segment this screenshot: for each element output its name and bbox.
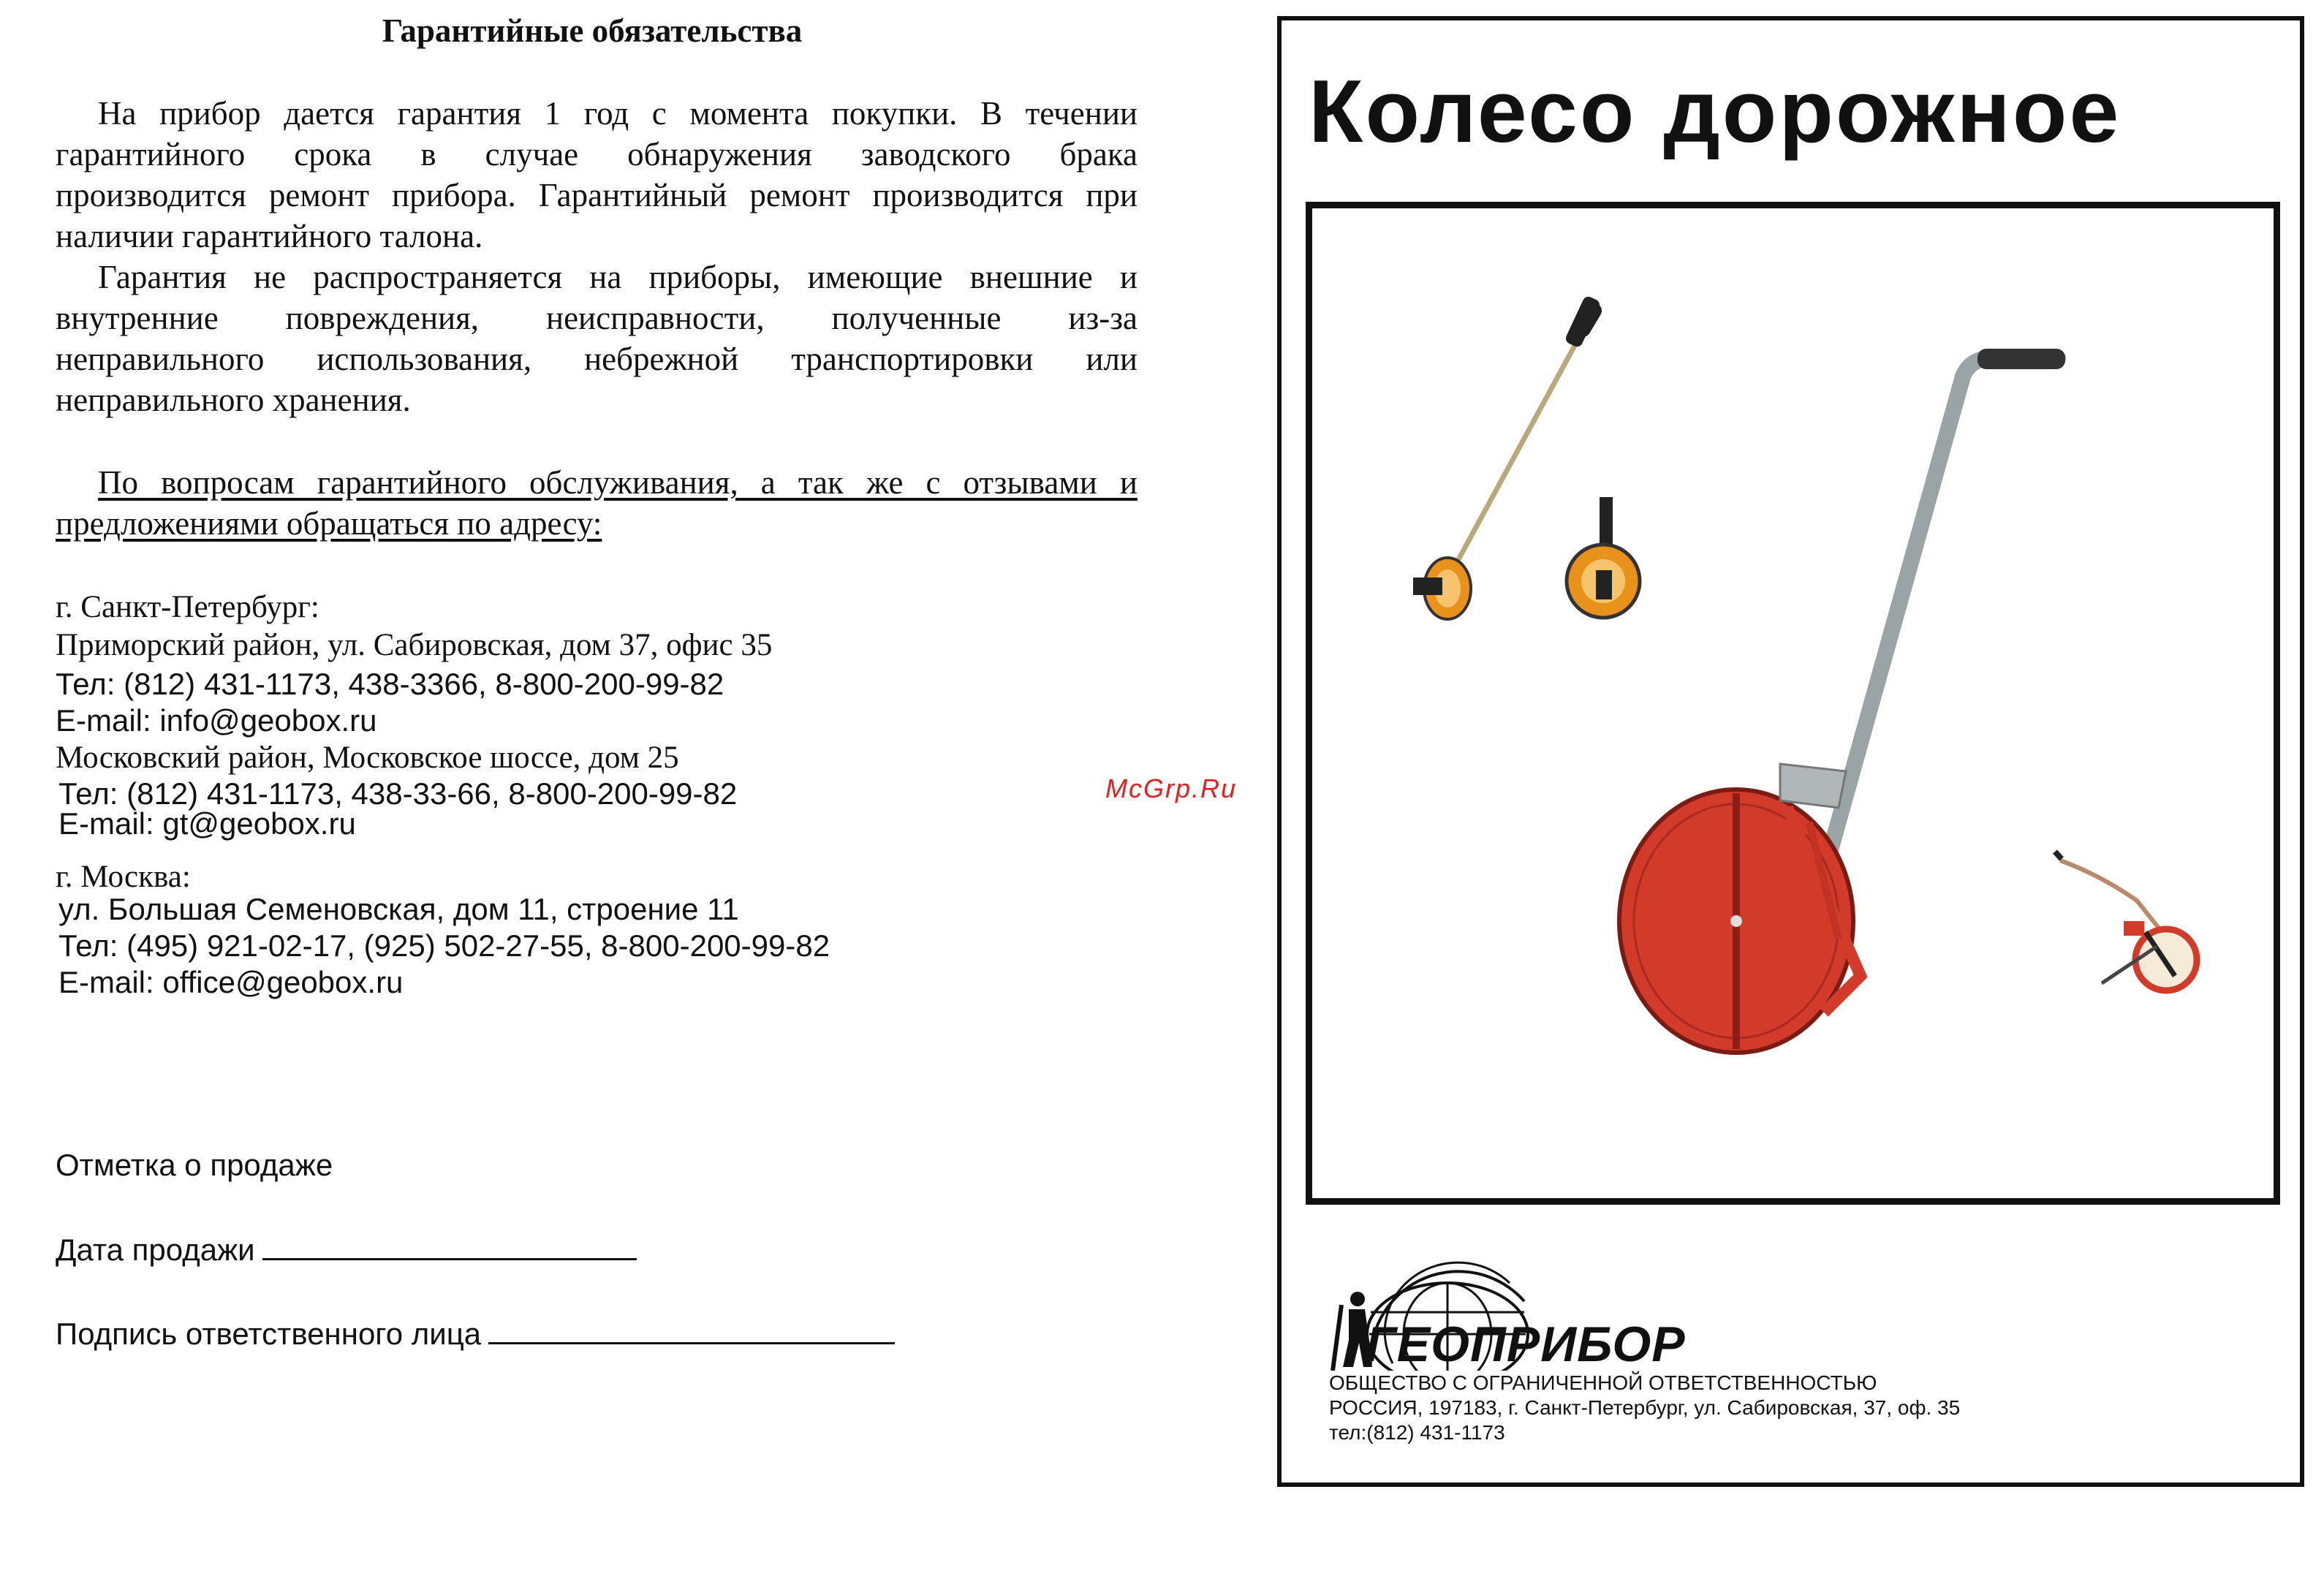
warranty-title: Гарантийные обязательства — [382, 12, 803, 49]
text-line: гарантийного срока в случае обнаружения заводского брака — [56, 136, 1138, 173]
spb-office2-email: E-mail: gt@geobox.ru — [58, 806, 356, 841]
text-line-underlined: предложениями обращаться по адресу: — [56, 505, 602, 542]
text-line: наличии гарантийного талона. — [56, 218, 483, 254]
msk-address: ул. Большая Семеновская, дом 11, строение 11 — [58, 892, 739, 926]
text-line: неправильного хранения. — [56, 382, 411, 418]
company-type: ОБЩЕСТВО С ОГРАНИЧЕННОЙ ОТВЕТСТВЕННОСТЬЮ — [1329, 1371, 1877, 1394]
sale-date-label: Дата продажи — [56, 1232, 255, 1267]
warranty-paragraph-2 — [56, 257, 1138, 420]
sale-date-field[interactable] — [262, 1232, 637, 1260]
company-name: ГЕОПРИБОР — [1366, 1317, 1686, 1372]
small-wheel-front-image — [1567, 497, 1640, 618]
msk-phone: Тел: (495) 921-02-17, (925) 502-27-55, 8-800-200-99-82 — [58, 928, 830, 963]
text-line — [56, 503, 1138, 544]
spb-office2-address: Московский район, Московское шоссе, дом 25 — [56, 741, 679, 775]
text-line: Гарантия не распространяется на приборы, имеющие внешние и — [98, 259, 1138, 295]
sale-mark-label: Отметка о продаже — [56, 1148, 333, 1182]
sale-date-row — [56, 1232, 637, 1268]
watermark: McGrp.Ru — [1105, 773, 1238, 803]
spb-office1-address: Приморский район, ул. Сабировская, дом 37, офис 35 — [56, 628, 773, 662]
signature-label: Подпись ответственного лица — [56, 1317, 482, 1351]
msk-email: E-mail: office@geobox.ru — [58, 965, 404, 999]
large-red-wheel-image — [1619, 349, 2065, 1053]
small-wheel-right-image — [2055, 852, 2197, 991]
warranty-contact-note — [56, 462, 1138, 544]
text-line: неправильного использования, небрежной транспортировки или — [56, 341, 1138, 377]
spb-office1-phone: Тел: (812) 431-1173, 438-3366, 8-800-200-99-82 — [56, 667, 724, 701]
cover-title: Колесо дорожное — [1309, 61, 2121, 161]
spb-office1-email: E-mail: info@geobox.ru — [56, 703, 377, 738]
company-address: РОССИЯ, 197183, г. Санкт-Петербург, ул. Сабировская, 37, оф. 35 — [1329, 1396, 1961, 1419]
msk-city: г. Москва: — [56, 860, 191, 894]
signature-row — [56, 1316, 895, 1352]
spb-office2-phone: Тел: (812) 431-1173, 438-33-66, 8-800-200-99-82 — [58, 776, 738, 811]
signature-field[interactable] — [488, 1316, 895, 1344]
text-line: По вопросам гарантийного обслуживания, а так же с отзывами и — [98, 464, 1138, 501]
text-line: производится ремонт прибора. Гарантийный ремонт производится при — [56, 177, 1138, 213]
spb-city: г. Санкт-Петербург: — [56, 590, 319, 624]
company-phone: тел:(812) 431-1173 — [1329, 1421, 1505, 1444]
warranty-paragraph-1 — [56, 93, 1138, 257]
text-line: внутренние повреждения, неисправности, полученные из-за — [56, 300, 1138, 336]
text-line: На прибор дается гарантия 1 год с момента покупки. В течении — [98, 95, 1138, 132]
measuring-wheels-photo — [1312, 208, 2274, 1198]
